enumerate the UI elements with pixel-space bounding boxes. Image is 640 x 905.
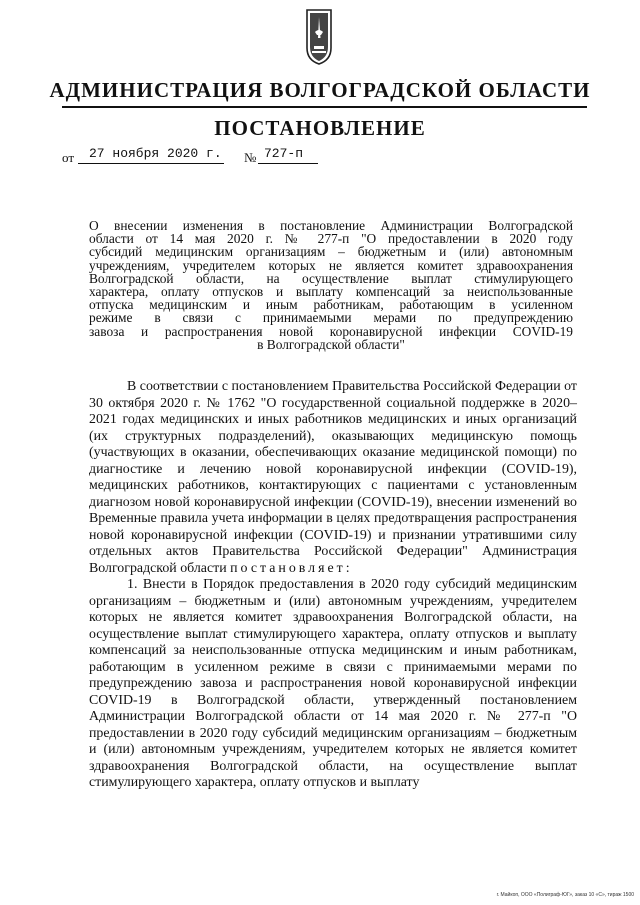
number-underline: [258, 163, 318, 164]
number-label: №: [244, 150, 257, 165]
number-value: 727-п: [264, 146, 304, 161]
subject-line: режиме в связи с принимаемыми мерами по предупреждению: [89, 310, 573, 326]
subject-line: Волгоградской области, на осуществление выплат стимулирующего: [89, 270, 573, 286]
header-divider: [62, 106, 587, 108]
date-label: от: [62, 150, 75, 165]
date-underline: [78, 163, 224, 164]
document-body: [89, 379, 577, 792]
paragraph-text: В соответствии с постановлением Правительства Российской Федерации от 30 октября 2020 г. № 1762 "О государственной социальной поддержке в 2020–2021 годах медицинских и иных работников медицинских и иных организаций (их структурных подразделений), оказывающих медицинскую помощь (участвующих в оказании, обеспечивающих оказание медицинской помощи) по диагностике и лечению новой коронавирусной инфекции (COVID-19), медицинских работников, контактирующих с пациентами с установленным диагнозом новой коронавирусной инфекции (COVID-19), внесении изменений во Временные правила учета информации в целях предотвращения распространения новой коронавирусной инфекции (COVID-19) и признании утратившими силу отдельных актов Правительства Российской Федерации" Администрация Волгоградской области: [89, 379, 577, 576]
subject-line: характера, оплату отпусков и выплату компенсаций за неиспользованные: [89, 284, 573, 300]
subject-line: в Волгоградской области": [257, 336, 405, 352]
body-paragraph-1: [89, 379, 577, 577]
document-subject: [89, 219, 573, 351]
body-paragraph-2: 1. Внести в Порядок предоставления в 2020 году субсидий медицинским организациям – бюджетным и (или) автономным учреждениям, учредителем которых не является комитет здравоохранения Волгоградской области, на осуществление выплат стимулирующего характера, оплату отпусков и выплату компенсаций за неиспользованные отпуска медицинским и иным работникам, работающим в усиленном режиме в связи с принимаемыми мерами по предупреждению завоза и распространения новой коронавирусной инфекции COVID-19 в Волгоградской области, утвержденный постановлением Администрации Волгоградской области от 14 мая 2020 г. № 277-п "О предоставлении в 2020 году субсидий медицинским организациям – бюджетным и (или) автономным учреждениям, учредителем которых не является комитет здравоохранения Волгоградской области, на осуществление выплат стимулирующего характера, оплату отпусков и выплату: [89, 577, 577, 790]
print-footer: г. Майкоп, ООО «Полиграф-ЮГ», заказ 10 «С», тираж 1500: [496, 892, 634, 898]
document-meta: [62, 148, 362, 166]
subject-line: О внесении изменения в постановление Администрации Волгоградской: [89, 218, 573, 233]
document-type: ПОСТАНОВЛЕНИЕ: [214, 116, 426, 140]
subject-line: отпуска медицинским и иным работникам, работающим в усиленном: [89, 297, 573, 313]
coat-of-arms-icon: [305, 8, 333, 66]
subject-line: учреждениям, учредителем которых не является комитет здравоохранения: [89, 257, 573, 273]
subject-line: субсидий медицинским организациям – бюджетным и (или) автономным: [89, 244, 573, 260]
organization-name: АДМИНИСТРАЦИЯ ВОЛГОГРАДСКОЙ ОБЛАСТИ: [49, 78, 591, 102]
subject-line: области от 14 мая 2020 г. № 277-п "О предоставлении в 2020 году: [89, 231, 573, 247]
date-value: 27 ноября 2020 г.: [89, 146, 222, 161]
subject-line: завоза и распространения новой коронавирусной инфекции COVID-19: [89, 323, 573, 339]
resolution-word: постановляет:: [230, 560, 353, 576]
